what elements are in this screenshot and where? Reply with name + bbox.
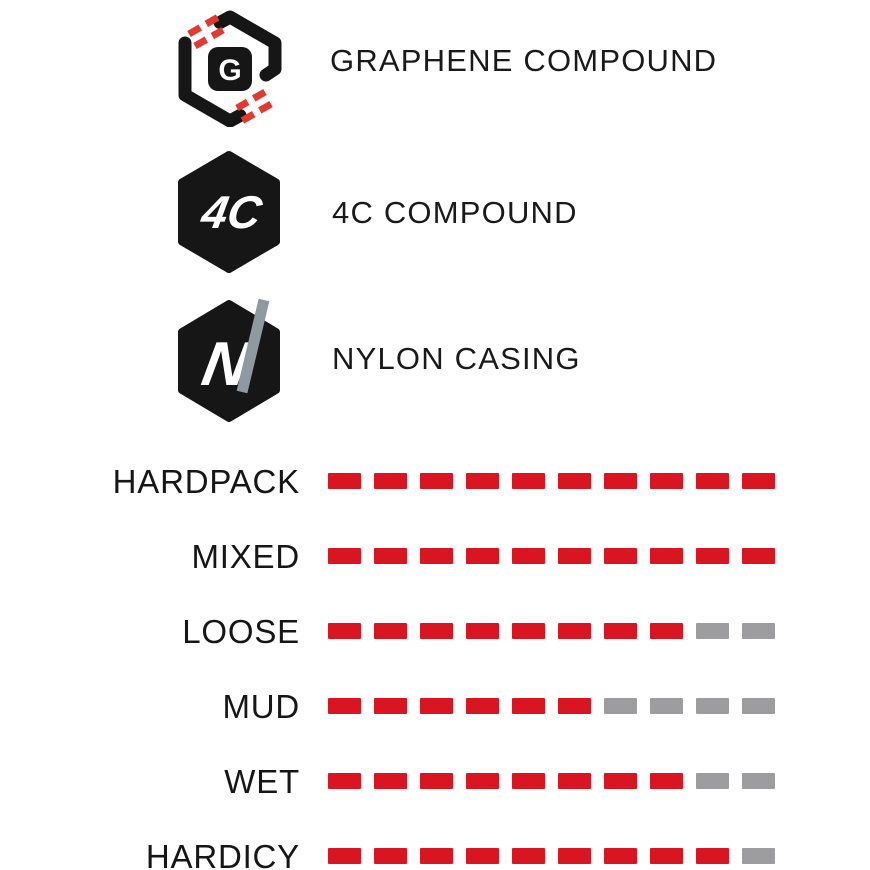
rating-dash-filled: [328, 698, 361, 714]
rating-dash-empty: [742, 623, 775, 639]
rating-dash-filled: [466, 848, 499, 864]
graphene-compound-label: GRAPHENE COMPOUND: [330, 43, 718, 78]
rating-dash-empty: [696, 623, 729, 639]
rating-dash-filled: [328, 773, 361, 789]
rating-dash-empty: [604, 698, 637, 714]
rating-dash-filled: [512, 773, 545, 789]
rating-dash-filled: [420, 773, 453, 789]
rating-dash-filled: [650, 473, 683, 489]
rating-label: HARDICY: [145, 837, 300, 870]
rating-label: WET: [224, 762, 300, 800]
rating-bar: [328, 848, 775, 864]
rating-dash-filled: [696, 473, 729, 489]
rating-dash-empty: [742, 698, 775, 714]
rating-row-wet: [0, 764, 870, 798]
graphene-monogram: G: [218, 54, 242, 87]
rating-dash-filled: [512, 848, 545, 864]
rating-dash-filled: [374, 623, 407, 639]
rating-dash-filled: [374, 773, 407, 789]
rating-dash-filled: [512, 698, 545, 714]
rating-dash-filled: [374, 848, 407, 864]
rating-dash-empty: [742, 848, 775, 864]
4c-hexagon-icon: [177, 150, 281, 274]
rating-dash-filled: [466, 473, 499, 489]
rating-dash-filled: [466, 773, 499, 789]
rating-dash-filled: [512, 473, 545, 489]
rating-dash-filled: [742, 548, 775, 564]
rating-dash-filled: [420, 473, 453, 489]
rating-dash-filled: [558, 698, 591, 714]
rating-dash-filled: [466, 548, 499, 564]
rating-dash-filled: [466, 623, 499, 639]
rating-bar: [328, 698, 775, 714]
rating-dash-filled: [512, 623, 545, 639]
rating-dash-filled: [466, 698, 499, 714]
rating-row-mud: [0, 689, 870, 723]
graphene-red-dashes-bottom-inner: [237, 92, 265, 108]
4c-monogram: 4C: [197, 186, 266, 238]
rating-row-mixed: [0, 539, 870, 573]
rating-bar: [328, 548, 775, 564]
rating-label: MIXED: [191, 537, 300, 575]
rating-dash-filled: [558, 623, 591, 639]
rating-label: LOOSE: [182, 612, 300, 650]
rating-dash-empty: [696, 773, 729, 789]
rating-dash-filled: [604, 848, 637, 864]
rating-bar: [328, 623, 775, 639]
rating-dash-filled: [558, 548, 591, 564]
graphene-red-dashes-top-inner: [195, 30, 223, 46]
rating-dash-filled: [604, 623, 637, 639]
nylon-monogram: N: [197, 329, 255, 399]
rating-dash-filled: [420, 623, 453, 639]
rating-dash-filled: [328, 848, 361, 864]
rating-bar: [328, 473, 775, 489]
rating-dash-filled: [650, 548, 683, 564]
rating-dash-filled: [696, 848, 729, 864]
rating-dash-filled: [650, 623, 683, 639]
rating-dash-filled: [558, 473, 591, 489]
rating-dash-filled: [420, 548, 453, 564]
rating-dash-filled: [420, 698, 453, 714]
rating-row-hardicy: [0, 839, 870, 870]
rating-dash-filled: [420, 848, 453, 864]
rating-dash-empty: [696, 698, 729, 714]
rating-dash-filled: [650, 773, 683, 789]
rating-dash-filled: [558, 848, 591, 864]
rating-dash-filled: [604, 473, 637, 489]
rating-row-loose: [0, 614, 870, 648]
rating-dash-empty: [742, 773, 775, 789]
rating-dash-filled: [512, 548, 545, 564]
rating-dash-filled: [374, 473, 407, 489]
rating-dash-filled: [328, 473, 361, 489]
rating-dash-filled: [650, 848, 683, 864]
rating-label: HARDPACK: [112, 462, 300, 500]
rating-dash-filled: [328, 548, 361, 564]
rating-dash-filled: [742, 473, 775, 489]
nylon-casing-label: NYLON CASING: [332, 341, 581, 376]
rating-dash-filled: [696, 548, 729, 564]
rating-label: MUD: [222, 687, 300, 725]
rating-bar: [328, 773, 775, 789]
rating-row-hardpack: [0, 464, 870, 498]
4c-compound-label: 4C COMPOUND: [332, 195, 578, 230]
rating-dash-filled: [604, 548, 637, 564]
rating-dash-filled: [374, 698, 407, 714]
rating-dash-filled: [328, 623, 361, 639]
rating-dash-empty: [650, 698, 683, 714]
rating-dash-filled: [558, 773, 591, 789]
rating-dash-filled: [374, 548, 407, 564]
graphene-hexagon-icon: [173, 7, 287, 127]
nylon-hexagon-icon: [176, 292, 282, 422]
rating-dash-filled: [604, 773, 637, 789]
